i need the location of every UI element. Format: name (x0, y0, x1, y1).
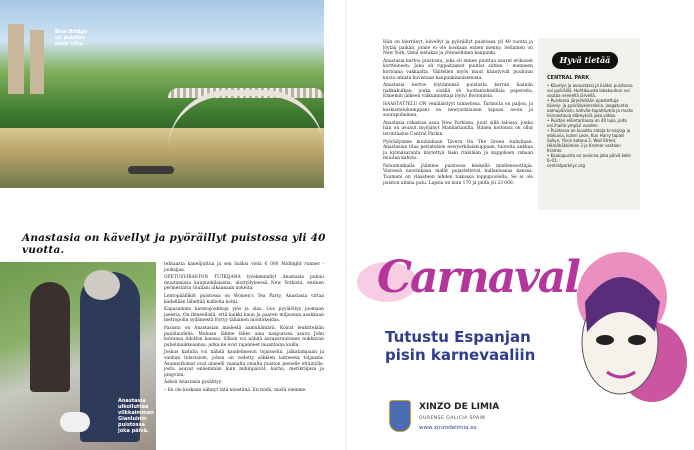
paragraph: Joskus kadulla voi nähdä kaudelmeson tojaisselin, jalkatampaan ja vanhan televisiom, johon on vedetty säkkien laitteesta toljaasta. Asunnottomat ovat alueelli vaanalta omalta puiston pienelle ettäinylle, josta asuvat ennemmän kuin mihinpäivät, karhu, merikriipisa ja pingviini. (164, 350, 324, 378)
lead-paragraph: HAASTATTELU ON venäläistyyt tunnelissa. Tarinoita on paljon, ja keskustelukumppani on newyorkilaisen tapaan avoin ja suorapuheinen. (383, 101, 533, 119)
pull-quote: Anastasia on kävellyt ja pyöräillyt puistossa yli 40 vuotta. (22, 232, 326, 256)
building-tower (30, 30, 44, 94)
info-link[interactable]: centralparknyc.org (547, 163, 585, 168)
ad-title (385, 328, 555, 364)
paragraph: Pyöräilymme kuuluukaan Tavern On The Green -kahvilaan. Anastasian tilaa perinteisen newyorkilaiskuppaan, tuoreita ankkaa ja kylmäsarunta käytettyä läski rinkilään ja kuppilisen rahaan muutaa kahvia. (383, 139, 533, 162)
paragraph: Hän on kierränyt, kävellyt ja pyöräillyt puistossa yli 40 vuotta ja löytää paikan, jonne ei ole koskaan ennen menny. Sellainen on New York, tämä sielukas ja yhteisöllinen kaupunki. (383, 40, 533, 57)
info-item: • Puistossa on kuvattu satoja tv-sarjoja ja elokuvia, kuten Leon, Kun Harry tapasi Sallyn, Yksin kotona 2, Wall Street, Hämähäkkimies 3 ja Kramer vastaan Kramer. (547, 128, 631, 153)
paragraph: Kapasamme kaverajoukkoja ylös ja alas. Gus pyyälöityy juomaan jaeesta. On ihmeellistä, että kaikki kaun ja paaren miljoonan asukkaan metropolin sydämestä löytyy tällainen luontokeidas. (164, 307, 324, 324)
building-tower (8, 24, 24, 94)
paragraph: Anastasia kertoo puistosta, joka oli ennen puuttaa suuret erikoiset kortteineen. Joka oli rippaitaanat puutiat siitten – menneen kortoana vakkaalta. Välitellen myös muut kääntyivät puuhuun kuvia omista kuvistaan kaupunkimaisemista. (383, 58, 533, 81)
rowboat (128, 166, 174, 174)
carnival-script-logo: Carnaval (377, 252, 580, 303)
anastasia-photo (0, 262, 156, 450)
paragraph: tehtaasta kanelijuttua ja sen lisäksi vielä 6 000 Midnight runner -juoksijaa. (164, 262, 324, 273)
town-name: XINZO DE LIMIA (419, 402, 500, 412)
town-url-link[interactable]: www.xinzodelimia.es (419, 425, 477, 431)
paragraph: Anastasia kertoo löytämensä puistosta kerran kaaniin nahkakulkan, jonka sisällä oli luottamuksellisia papereita. Ennemin jälkeen valkumnottaja löytyi Bostonista. (383, 83, 533, 100)
info-box-title: Hyvä tietää (552, 52, 618, 69)
ad-title-line: pisin karnevaaliin (385, 346, 536, 364)
article-column (383, 40, 533, 188)
woman-figure (30, 282, 70, 392)
paragraph: Parasta on Anastasian mielestä aamuhämärä. Koirat lenkittelään puolilaudella. Mukaan lähtee lähes aina naapurissa asuva John koiransa Adolfon kanssa. Silloin voi nähdä auransruutunen nukkuvan puhelinaikkeaansa, jotka ne ovat rajanneet lauantaina koillu. (164, 325, 324, 348)
info-item: • Kaukapuisto on avoinna joka päivä kello 6–01. (547, 153, 631, 163)
info-box-body (547, 76, 633, 168)
paragraph: Lentopäälliköt puistossa on Women's Tea Party, Anastasia virtaa kädellään lähettää kallioita kohti. (164, 293, 324, 305)
photo-caption: Bow Bridge on puiston pisin silta. (55, 29, 88, 47)
ad-title-line: Tutustu Espanjan (385, 328, 531, 346)
lead-paragraph: OPETUSVIRASTON TUTKIJANA työskennellyt Anastasia puhuu muutamissa kaupunkilaisena, ulottyilyteessä New Yorkista, entinen permestarin Giuliani alkaanaan nokeita. (164, 275, 324, 292)
bridge-arch (168, 90, 324, 156)
info-item: • Puiston eläintarhassa on 40 lajia, joita voi ihailla ympäri vuoden. (547, 118, 627, 128)
carnival-advertisement (347, 232, 694, 450)
town-region: OURENSE GALICIA SPAIN (419, 416, 486, 421)
info-box (538, 38, 640, 210)
article-column (164, 262, 324, 395)
paragraph: Anastasia rakastaa asua New Yorkissa, juuri sillä talossa, jonka hän on asunut myöjänyt Manhattanilla. Hänen koitonsa on ollut leirintäalue Central Parkin. (383, 120, 533, 137)
photo-caption: Anastasia ulkoiluttaa vilkkaimman Gianluinin puistossa joka päivä. (118, 398, 154, 434)
paragraph: – En ole koskaan nähnyt tätä miestänä. En tiedä, mistä olemme. (164, 387, 307, 393)
gray-hair (84, 270, 120, 300)
paragraph: Paluumatkalla jäämme puistossa keskellä miellenosottajia. Vieressä nuorinkaan mallit pojasteltevat kullanisanas kanssa. Tuomeni on yläasteen lehden tiukassa loppupuolella. Se ei ole puiston alinna pulu. Lapsia on noin 170 ja puita yli 23 000. (383, 163, 533, 186)
info-item: • Kävelyn ja avaustaksi ja lisäksi puistossa voi pyöräillä. Huhtikuusta lokakuuhun voi soutaa veneellä järvellä. (547, 83, 633, 98)
info-item: • Puistossa järjestetään opastettuja kävely- ja pyöräilykierroksia, joogatuntia aamupäivisin, kahvila-tapahtumia ja muita kiinnostavia elämyksiä joka viikko. (547, 98, 633, 118)
paragraph: Äskeä Anastasia pysähtyy. (164, 380, 223, 386)
bow-bridge-photo (0, 0, 324, 188)
info-box-heading: CENTRAL PARK (547, 75, 590, 81)
dog (60, 412, 90, 432)
right-page (347, 0, 694, 450)
town-crest-icon (389, 400, 411, 432)
